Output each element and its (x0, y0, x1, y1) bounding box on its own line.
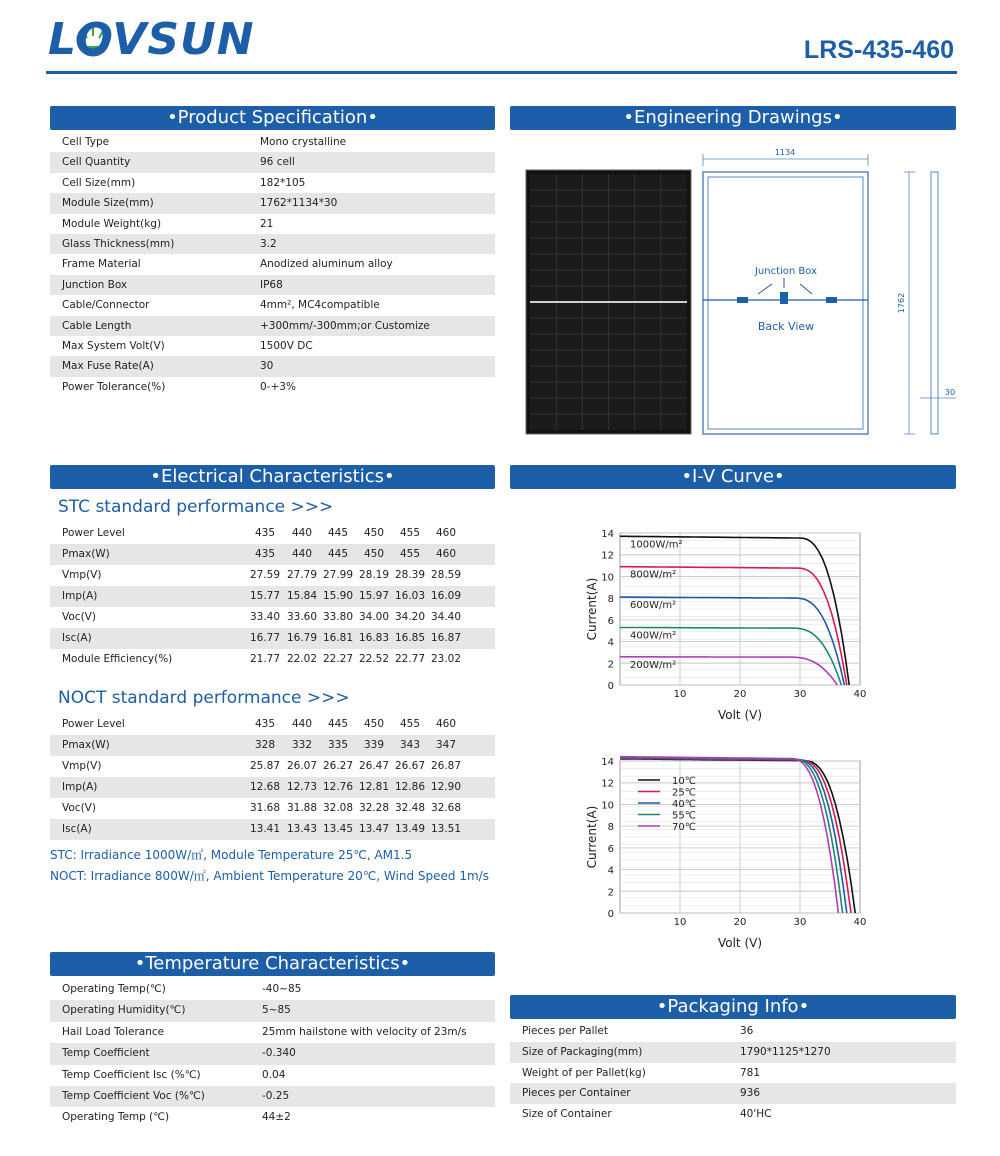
cell-value: 27.79 (286, 569, 318, 581)
cell-value: 16.09 (430, 590, 462, 602)
cell-value: 450 (363, 718, 385, 730)
y-tick-label: 14 (601, 529, 614, 540)
row-label: Voc(V) (62, 802, 96, 814)
cell-value: 16.77 (249, 632, 281, 644)
row-value: -0.25 (262, 1089, 290, 1102)
x-tick-label: 20 (733, 917, 747, 928)
table-row (50, 628, 495, 649)
x-axis-label: Volt (V) (717, 936, 763, 950)
y-tick-label: 8 (607, 594, 614, 606)
row-label: Module Efficiency(%) (62, 653, 173, 665)
width-dimension: 1134 (774, 148, 796, 157)
cell-value: 28.39 (394, 569, 426, 581)
cell-value: 455 (399, 527, 421, 539)
row-label: Power Tolerance(%) (62, 380, 166, 393)
legend-label: 40℃ (672, 799, 696, 810)
temperature-table (50, 979, 495, 1129)
y-tick-label: 6 (607, 843, 614, 855)
cell-value: 22.52 (358, 653, 390, 665)
cell-value: 31.68 (249, 802, 281, 814)
table-row (50, 193, 495, 213)
row-label: Pieces per Pallet (522, 1025, 609, 1037)
noct-table (50, 714, 495, 840)
cell-value: 22.27 (322, 653, 354, 665)
y-tick-label: 4 (607, 865, 614, 877)
cell-value: 460 (435, 527, 457, 539)
y-axis-label: Current(A) (585, 577, 599, 641)
cell-value: 15.90 (322, 590, 354, 602)
page-header (0, 0, 1000, 80)
iv-curve-banner: •I-V Curve• (510, 465, 956, 489)
cell-value: 12.81 (358, 781, 390, 793)
iv-curve-irradiance-chart (570, 525, 880, 730)
row-label: Vmp(V) (62, 569, 102, 581)
cell-value: 440 (291, 548, 313, 560)
y-tick-label: 0 (607, 909, 614, 920)
cell-value: 26.27 (322, 760, 354, 772)
row-label: Temp Coefficient Voc (%℃) (62, 1089, 205, 1102)
table-row (510, 1042, 956, 1063)
table-row (50, 565, 495, 586)
table-row (50, 649, 495, 670)
panel-front-image (526, 170, 691, 434)
table-row (50, 1043, 495, 1064)
table-row (50, 295, 495, 315)
row-label: Operating Humidity(℃) (62, 1004, 186, 1017)
row-label: Size of Packaging(mm) (522, 1045, 643, 1058)
row-value: Anodized aluminum alloy (260, 258, 393, 271)
cell-value: 343 (399, 739, 421, 751)
y-tick-label: 10 (601, 572, 614, 584)
cell-value: 460 (435, 548, 457, 560)
x-tick-label: 30 (793, 917, 807, 928)
row-value: 0.04 (262, 1068, 286, 1081)
cell-value: 440 (291, 527, 313, 539)
row-value: 44±2 (262, 1111, 291, 1124)
table-row (50, 1107, 495, 1128)
table-row (50, 714, 495, 735)
back-view-label: Back View (757, 320, 815, 333)
row-value: Mono crystalline (260, 136, 347, 148)
noct-heading: NOCT standard performance >>> (58, 688, 350, 708)
cell-value: 33.40 (249, 611, 281, 623)
row-value: 25mm hailstone with velocity of 23m/s (262, 1025, 467, 1038)
y-tick-label: 10 (601, 800, 614, 812)
cell-value: 13.41 (249, 823, 281, 835)
cell-value: 32.68 (430, 802, 462, 814)
row-label: Pmax(W) (62, 739, 110, 751)
table-row (50, 254, 495, 274)
row-value: 36 (740, 1025, 754, 1037)
row-label: Vmp(V) (62, 760, 102, 772)
cell-value: 13.45 (322, 823, 354, 835)
cell-value: 26.67 (394, 760, 426, 772)
legend-label: 70℃ (672, 822, 696, 833)
y-axis-label: Current(A) (585, 805, 599, 869)
row-value: 936 (740, 1087, 761, 1100)
cell-value: 32.28 (358, 802, 390, 814)
row-label: Glass Thickness(mm) (62, 237, 175, 250)
table-row (50, 544, 495, 565)
cell-value: 13.47 (358, 823, 390, 835)
table-row (50, 1022, 495, 1043)
packaging-table (510, 1021, 956, 1125)
row-value: IP68 (260, 278, 283, 291)
series-label: 200W/m² (630, 659, 677, 671)
cell-value: 25.87 (249, 760, 281, 772)
y-tick-label: 14 (601, 757, 614, 768)
cell-value: 455 (399, 718, 421, 730)
cell-value: 435 (254, 718, 276, 730)
cell-value: 335 (327, 739, 349, 751)
table-row (510, 1104, 956, 1125)
table-row (50, 1065, 495, 1086)
row-label: Operating Temp (℃) (62, 1111, 170, 1124)
series-label: 600W/m² (630, 600, 677, 612)
row-value: 21 (260, 217, 274, 230)
series-label: 800W/m² (630, 569, 677, 581)
y-tick-label: 0 (607, 681, 614, 692)
row-value: -0.340 (262, 1047, 296, 1060)
row-value: 1790*1125*1270 (740, 1045, 831, 1058)
cell-value: 12.86 (394, 781, 426, 793)
series-label: 400W/m² (630, 630, 677, 642)
row-label: Power Level (62, 718, 125, 730)
table-row (50, 316, 495, 336)
row-value: 781 (740, 1066, 761, 1079)
row-value: 0-+3% (260, 380, 296, 393)
cell-value: 16.85 (394, 632, 426, 644)
table-row (50, 523, 495, 544)
row-value: -40~85 (262, 983, 302, 995)
cell-value: 26.87 (430, 760, 462, 772)
cell-value: 16.87 (430, 632, 462, 644)
table-row (50, 735, 495, 756)
x-tick-label: 10 (673, 689, 687, 700)
product-spec-banner: •Product Specification• (50, 106, 495, 130)
row-label: Cell Size(mm) (62, 176, 136, 189)
cell-value: 12.68 (249, 781, 281, 793)
cell-value: 22.02 (286, 653, 318, 665)
cell-value: 23.02 (430, 653, 462, 665)
panel-back-drawing (703, 148, 915, 434)
table-row (510, 1021, 956, 1042)
stc-table (50, 523, 495, 670)
brand-name: LOVSUN (48, 14, 255, 65)
row-label: Cell Type (62, 136, 110, 148)
temperature-banner: •Temperature Characteristics• (50, 952, 495, 976)
cell-value: 27.59 (249, 569, 281, 581)
row-label: Imp(A) (62, 590, 98, 602)
stc-note: STC: Irradiance 1000W/㎡, Module Temperature 25℃, AM1.5 (50, 848, 413, 862)
y-tick-label: 12 (601, 778, 614, 790)
table-row (50, 152, 495, 172)
row-value: 30 (260, 360, 274, 373)
table-row (510, 1083, 956, 1104)
row-label: Cable/Connector (62, 299, 150, 312)
engineering-banner: •Engineering Drawings• (510, 106, 956, 130)
cell-value: 339 (363, 739, 385, 751)
cell-value: 34.20 (394, 611, 426, 623)
x-tick-label: 20 (733, 689, 747, 700)
cell-value: 28.59 (430, 569, 462, 581)
table-row (50, 798, 495, 819)
row-value: 182*105 (260, 176, 306, 189)
noct-note: NOCT: Irradiance 800W/㎡, Ambient Temperature 20℃, Wind Speed 1m/s (50, 869, 489, 883)
iv-curve-temperature-chart (570, 753, 880, 963)
cell-value: 16.81 (322, 632, 354, 644)
row-label: Module Weight(kg) (62, 217, 162, 230)
cell-value: 32.48 (394, 802, 426, 814)
cell-value: 33.80 (322, 611, 354, 623)
cell-value: 26.47 (358, 760, 390, 772)
cell-value: 347 (435, 739, 457, 751)
cell-value: 328 (254, 739, 276, 751)
cell-value: 28.19 (358, 569, 390, 581)
row-value: 4mm², MC4compatible (260, 299, 380, 312)
cell-value: 26.07 (286, 760, 318, 772)
table-row (50, 377, 495, 397)
row-value: 5~85 (262, 1004, 291, 1017)
cell-value: 460 (435, 718, 457, 730)
row-label: Pmax(W) (62, 548, 110, 560)
packaging-banner: •Packaging Info• (510, 995, 956, 1019)
cell-value: 33.60 (286, 611, 318, 623)
table-row (50, 777, 495, 798)
x-tick-label: 30 (793, 689, 807, 700)
cell-value: 16.03 (394, 590, 426, 602)
row-label: Voc(V) (62, 611, 96, 623)
row-label: Pieces per Container (522, 1087, 631, 1100)
x-tick-label: 40 (853, 689, 867, 700)
cell-value: 13.43 (286, 823, 318, 835)
table-row (50, 819, 495, 840)
y-tick-label: 12 (601, 550, 614, 562)
cell-value: 12.76 (322, 781, 354, 793)
electrical-banner: •Electrical Characteristics• (50, 465, 495, 489)
row-label: Power Level (62, 527, 125, 539)
cell-value: 435 (254, 548, 276, 560)
row-label: Imp(A) (62, 781, 98, 793)
legend-label: 10℃ (672, 776, 696, 787)
row-value: 3.2 (260, 237, 277, 250)
row-label: Module Size(mm) (62, 197, 154, 210)
cell-value: 31.88 (286, 802, 318, 814)
row-label: Size of Container (522, 1108, 612, 1121)
cell-value: 13.51 (430, 823, 462, 835)
cell-value: 450 (363, 548, 385, 560)
y-tick-label: 8 (607, 822, 614, 834)
cell-value: 15.84 (286, 590, 318, 602)
cell-value: 34.40 (430, 611, 462, 623)
y-tick-label: 6 (607, 615, 614, 627)
cell-value: 450 (363, 527, 385, 539)
cell-value: 32.08 (322, 802, 354, 814)
row-label: Operating Temp(℃) (62, 983, 166, 995)
cell-value: 21.77 (249, 653, 281, 665)
table-row (50, 979, 495, 1000)
panel-side-drawing (920, 172, 956, 434)
cell-value: 440 (291, 718, 313, 730)
legend-label: 55℃ (672, 810, 696, 822)
table-row (50, 336, 495, 356)
table-row (50, 173, 495, 193)
table-row (50, 214, 495, 234)
table-row (50, 356, 495, 376)
cell-value: 15.97 (358, 590, 390, 602)
row-label: Hail Load Tolerance (62, 1025, 165, 1038)
table-row (50, 756, 495, 777)
table-row (50, 586, 495, 607)
series-label: 1000W/m² (630, 539, 683, 551)
x-tick-label: 10 (673, 917, 687, 928)
depth-dimension: 30 (944, 388, 956, 397)
cell-value: 445 (327, 718, 349, 730)
row-label: Weight of per Pallet(kg) (522, 1066, 646, 1079)
cell-value: 34.00 (358, 611, 390, 623)
table-row (50, 132, 495, 152)
table-row (50, 607, 495, 628)
row-label: Frame Material (62, 258, 141, 271)
x-tick-label: 40 (853, 917, 867, 928)
engineering-drawing (510, 140, 956, 440)
product-spec-table (50, 132, 495, 397)
row-label: Isc(A) (62, 823, 92, 835)
y-tick-label: 2 (607, 887, 614, 899)
y-tick-label: 2 (607, 659, 614, 671)
table-row (50, 234, 495, 254)
row-label: Cable Length (62, 319, 132, 332)
cell-value: 455 (399, 548, 421, 560)
cell-value: 445 (327, 548, 349, 560)
cell-value: 16.79 (286, 632, 318, 644)
row-value: 1500V DC (260, 339, 313, 352)
table-row (510, 1063, 956, 1084)
cell-value: 12.73 (286, 781, 318, 793)
cell-value: 16.83 (358, 632, 390, 644)
cell-value: 27.99 (322, 569, 354, 581)
row-label: Max Fuse Rate(A) (62, 360, 154, 373)
junction-box-label: Junction Box (754, 266, 818, 277)
row-value: 96 cell (260, 156, 295, 169)
cell-value: 332 (291, 739, 313, 751)
cell-value: 22.77 (394, 653, 426, 665)
table-row (50, 1086, 495, 1107)
legend-label: 25℃ (672, 787, 696, 799)
cell-value: 12.90 (430, 781, 462, 793)
header-divider (46, 71, 957, 74)
row-label: Temp Coefficient (62, 1047, 150, 1060)
x-axis-label: Volt (V) (717, 708, 763, 722)
model-number: LRS-435-460 (803, 36, 954, 64)
row-label: Isc(A) (62, 632, 92, 644)
row-label: Junction Box (62, 278, 128, 291)
row-value: +300mm/-300mm;or Customize (260, 319, 430, 332)
stc-heading: STC standard performance >>> (58, 497, 334, 517)
row-value: 40'HC (740, 1108, 772, 1121)
cell-value: 13.49 (394, 823, 426, 835)
row-label: Max System Volt(V) (62, 339, 165, 352)
table-row (50, 275, 495, 295)
cell-value: 435 (254, 527, 276, 539)
cell-value: 445 (327, 527, 349, 539)
height-dimension: 1762 (897, 292, 906, 314)
row-value: 1762*1134*30 (260, 197, 338, 210)
table-row (50, 1000, 495, 1021)
row-label: Cell Quantity (62, 156, 131, 169)
cell-value: 15.77 (249, 590, 281, 602)
y-tick-label: 4 (607, 637, 614, 649)
row-label: Temp Coefficient Isc (%℃) (62, 1068, 201, 1081)
